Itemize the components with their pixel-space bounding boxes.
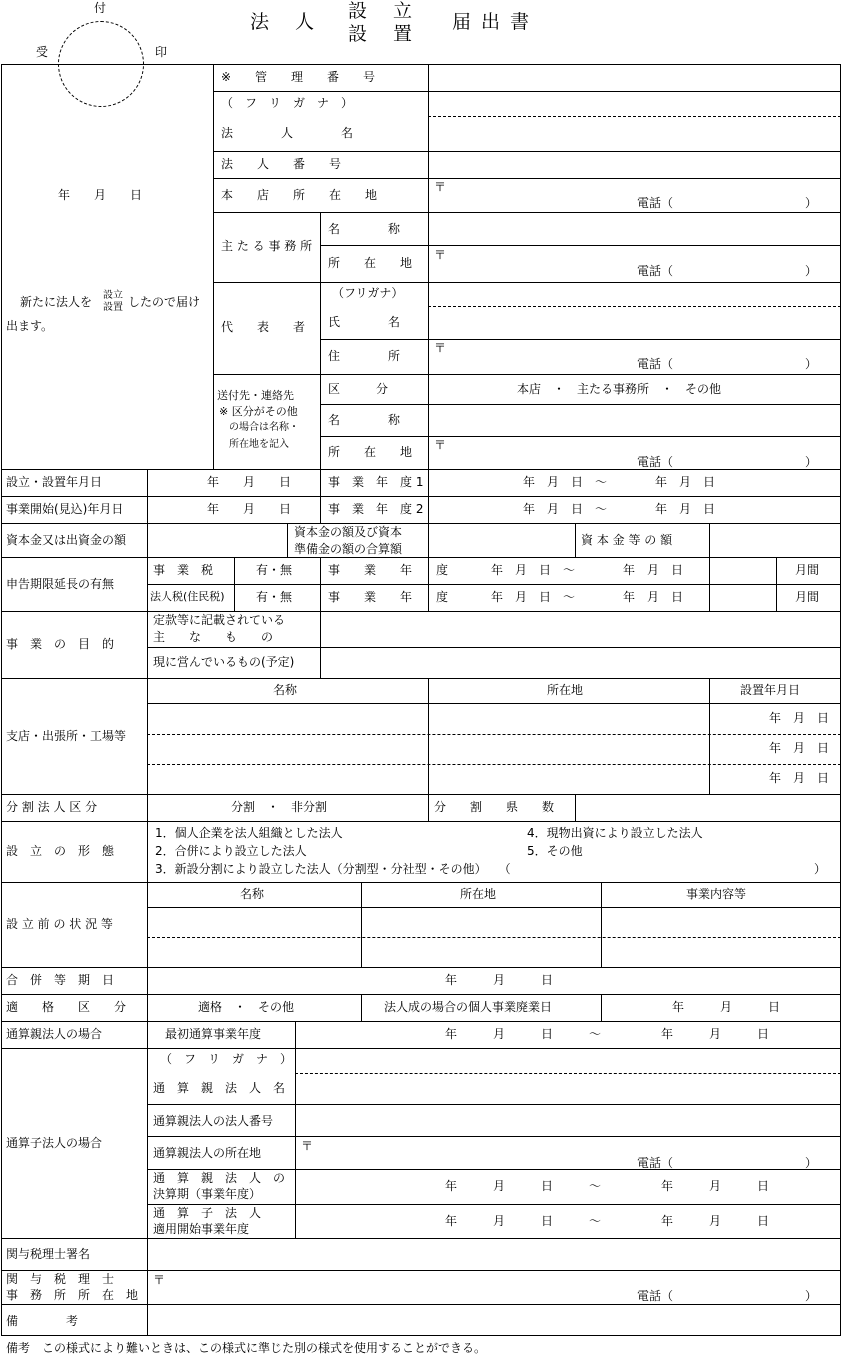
label-corp-no: 法 人 番 号 [221, 157, 342, 171]
label-tax-office-1: 関 与 税 理 士 [6, 1272, 115, 1286]
label-child-case: 通算子法人の場合 [6, 1136, 103, 1150]
label-fy-corp: 事 業 年 度 [328, 590, 449, 604]
rep-postal-mark: 〒 [434, 341, 447, 355]
col-branch-install-date: 設置年月日 [740, 683, 801, 697]
label-main-office-name: 名 称 [328, 222, 401, 236]
label-form: 設 立 の 形 態 [6, 844, 115, 858]
label-capital-sum-2: 準備金の額の合算額 [294, 542, 403, 556]
label-send-to-3: の場合は名称・ [229, 422, 299, 433]
label-parent-case: 通算親法人の場合 [6, 1027, 103, 1041]
form-option-1: 1．個人企業を法人組織とした法人 [155, 826, 343, 840]
sole-closure-ymd: 年 月 日 [672, 1000, 781, 1014]
col-prior-business: 事業内容等 [686, 887, 747, 901]
col-prior-location: 所在地 [460, 887, 497, 901]
label-capital: 資本金又は出資金の額 [6, 533, 127, 547]
main-office-postal-mark: 〒 [434, 248, 447, 262]
stamp-label-top: 付 [94, 1, 107, 15]
label-est-date: 設立・設置年月日 [6, 475, 103, 489]
col-branch-location: 所在地 [547, 683, 584, 697]
label-child-fy-2: 適用開始事業年度 [153, 1222, 250, 1236]
start-date-ymd: 年 月 日 [207, 502, 292, 516]
title-todokedesho: 届出書 [452, 11, 540, 33]
label-sole-proprietor-closure: 法人成の場合の個人事業廃業日 [384, 1000, 553, 1014]
label-management-no: ※ 管 理 番 号 [221, 70, 376, 84]
label-remarks: 備 考 [6, 1314, 79, 1328]
corp-name-field[interactable] [430, 93, 840, 150]
label-tax-accountant-signature: 関与税理士署名 [6, 1247, 91, 1261]
parent-postal-mark: 〒 [301, 1139, 314, 1153]
label-purpose-articles-2: 主 な も の [153, 630, 274, 644]
label-send-location: 所 在 地 [328, 445, 413, 459]
management-no-field[interactable] [430, 66, 840, 90]
form-frame [1, 64, 841, 1336]
biz-months: 月間 [795, 563, 820, 577]
col-prior-name: 名称 [240, 887, 265, 901]
corp-months: 月間 [795, 590, 820, 604]
main-office-phone: 電話（ ） [637, 264, 818, 278]
label-corp-name: 法 人 名 [221, 126, 354, 140]
label-main-office: 主 た る 事 務 所 [221, 239, 313, 253]
notice-text-c: 出ます。 [6, 319, 54, 333]
label-rep-address: 住 所 [328, 349, 401, 363]
send-postal-mark: 〒 [434, 438, 447, 452]
label-parent-location: 通算親法人の所在地 [153, 1146, 262, 1160]
label-division-prefectures: 分 割 県 数 [434, 800, 555, 814]
label-category: 区 分 [328, 382, 389, 396]
label-representative: 代 表 者 [221, 320, 306, 334]
corp-no-field[interactable] [430, 153, 840, 177]
fy1-range: 年 月 日 ～ 年 月 日 [523, 475, 716, 489]
label-rep-name: 氏 名 [328, 315, 401, 329]
hq-phone: 電話（ ） [637, 196, 818, 210]
label-parent-furigana: （ フ リ ガ ナ ） [160, 1052, 293, 1066]
first-fy-range: 年 月 日 ～ 年 月 日 [445, 1027, 770, 1041]
label-hq-location: 本 店 所 在 地 [221, 188, 378, 202]
tax-office-postal-mark: 〒 [153, 1273, 166, 1287]
label-first-fy: 最初通算事業年度 [165, 1027, 262, 1041]
label-qualified: 適 格 区 分 [6, 1000, 127, 1014]
label-division: 分 割 法 人 区 分 [6, 800, 98, 814]
label-fy-biz: 事 業 年 度 [328, 563, 449, 577]
label-business-tax: 事 業 税 [153, 563, 214, 577]
branch-date-3: 年 月 日 [769, 771, 830, 785]
label-capital-etc: 資 本 金 等 の 額 [581, 533, 673, 547]
est-date-ymd: 年 月 日 [207, 475, 292, 489]
label-child-fy-1: 通 算 子 法 人 [153, 1206, 262, 1220]
label-tax-office-2: 事 務 所 所 在 地 [6, 1288, 139, 1302]
corp-fy-range: 年 月 日 ～ 年 月 日 [491, 590, 684, 604]
submission-date: 年 月 日 [58, 188, 143, 202]
label-fy2: 事 業 年 度 2 [328, 502, 424, 516]
label-parent-fy-2: 決算期（事業年度） [153, 1187, 262, 1201]
label-parent-no: 通算親法人の法人番号 [153, 1114, 274, 1128]
send-phone: 電話（ ） [637, 455, 818, 469]
form-option-5: 5．その他 [527, 844, 583, 858]
col-branch-name: 名称 [273, 683, 298, 697]
tax-office-phone: 電話（ ） [637, 1289, 818, 1303]
form-option-4: 4．現物出資により設立した法人 [527, 826, 703, 840]
notice-text-a: 新たに法人を [20, 295, 93, 309]
fy2-range: 年 月 日 ～ 年 月 日 [523, 502, 716, 516]
merger-date-ymd: 年 月 日 [445, 973, 554, 987]
label-send-to-2: ※ 区分がその他 [219, 405, 298, 418]
notice-text-b: したので届け [128, 295, 201, 309]
label-send-to-4: 所在地を記入 [229, 439, 289, 450]
label-start-date: 事業開始(見込)年月日 [6, 502, 124, 516]
label-branches: 支店・出張所・工場等 [6, 729, 127, 743]
title-secchi: 設 置 [348, 23, 423, 45]
stamp-label-right: 印 [155, 45, 168, 59]
branch-date-1: 年 月 日 [769, 711, 830, 725]
qualified-options[interactable]: 適格 ・ その他 [198, 1000, 295, 1014]
label-capital-sum-1: 資本金の額及び資本 [294, 525, 403, 539]
label-purpose-current: 現に営んでいるもの(予定) [153, 655, 295, 669]
label-corp-tax: 法人税(住民税) [150, 590, 225, 603]
form-option-2: 2．合併により設立した法人 [155, 844, 307, 858]
form-option-3: 3．新設分割により設立した法人（分割型・分社型・その他） （ [155, 862, 511, 876]
label-parent-fy-1: 通 算 親 法 人 の [153, 1171, 286, 1185]
label-extension: 申告期限延長の有無 [6, 577, 115, 591]
hq-postal-mark: 〒 [434, 180, 447, 194]
label-purpose: 事 業 の 目 的 [6, 637, 115, 651]
label-prior-status: 設 立 前 の 状 況 等 [6, 917, 113, 931]
title-setsuritsu: 設 立 [348, 0, 423, 22]
label-purpose-articles-1: 定款等に記載されている [153, 613, 286, 627]
label-merger-date: 合 併 等 期 日 [6, 973, 115, 987]
label-main-office-location: 所 在 地 [328, 256, 413, 270]
rep-phone: 電話（ ） [637, 357, 818, 371]
form-option-3-close: ） [814, 862, 827, 876]
label-parent-name: 通 算 親 法 人 名 [153, 1081, 286, 1095]
category-options[interactable]: 本店 ・ 主たる事務所 ・ その他 [517, 382, 722, 396]
stamp-label-left: 受 [36, 45, 49, 59]
label-send-name: 名 称 [328, 413, 401, 427]
hq-location-field[interactable] [430, 180, 840, 211]
label-rep-furigana: （フリガナ） [332, 286, 404, 300]
corp-tax-yes-no[interactable]: 有・無 [256, 590, 293, 604]
notice-small-setsuritsu: 設立 [103, 290, 123, 301]
label-send-to-1: 送付先・連絡先 [217, 389, 294, 402]
child-fy-range: 年 月 日 ～ 年 月 日 [445, 1214, 770, 1228]
title-houjin: 法 人 [250, 11, 325, 33]
parent-phone: 電話（ ） [637, 1156, 818, 1170]
footnote: 備考 この様式により難いときは、この様式に準じた別の様式を使用することができる。 [6, 1341, 487, 1355]
label-fy1: 事 業 年 度 1 [328, 475, 424, 489]
label-furigana: （ フ リ ガ ナ ） [221, 96, 354, 110]
business-tax-yes-no[interactable]: 有・無 [256, 563, 293, 577]
notice-small-secchi: 設置 [103, 302, 123, 313]
parent-fy-range: 年 月 日 ～ 年 月 日 [445, 1179, 770, 1193]
division-options[interactable]: 分割 ・ 非分割 [231, 800, 328, 814]
biz-fy-range: 年 月 日 ～ 年 月 日 [491, 563, 684, 577]
branch-date-2: 年 月 日 [769, 741, 830, 755]
